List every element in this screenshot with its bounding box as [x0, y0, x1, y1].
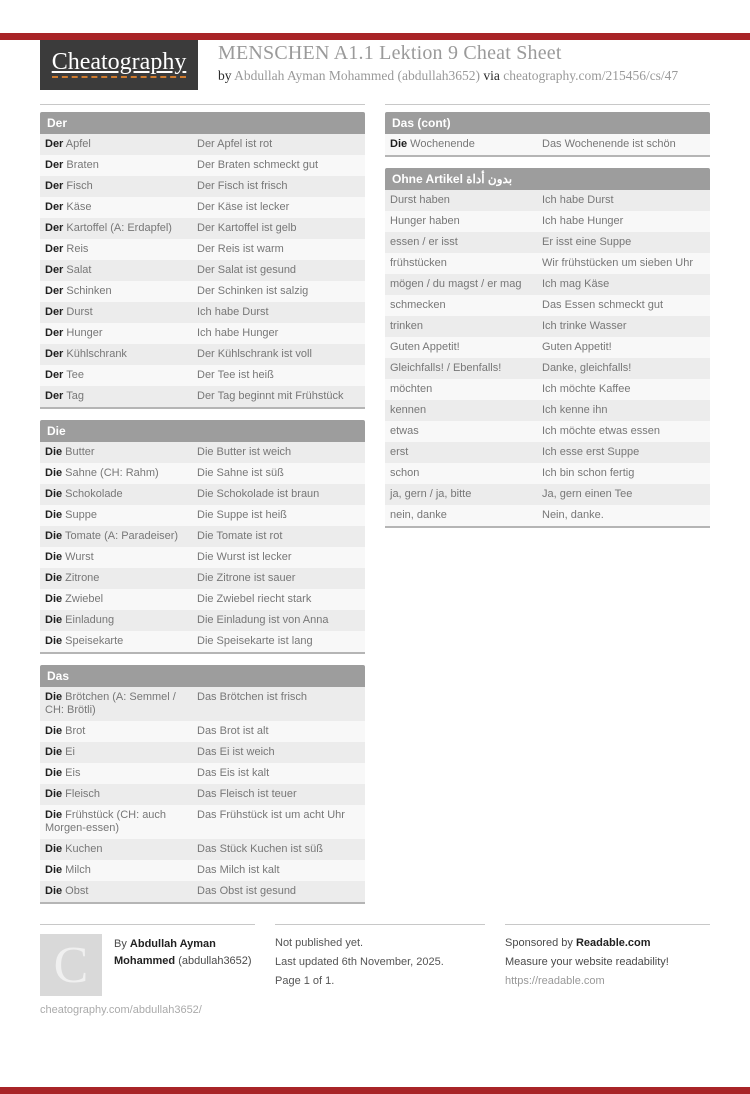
term-cell: Der Salat	[45, 264, 92, 276]
table-row	[40, 526, 365, 547]
article-bold: Die	[45, 767, 63, 779]
definition-cell: Das Essen schmeckt gut	[542, 299, 664, 311]
table-row	[385, 358, 710, 379]
article-bold: Die	[45, 691, 63, 703]
last-updated: Last updated 6th November, 2025.	[275, 956, 444, 968]
table-row	[40, 860, 365, 881]
table-row	[385, 295, 710, 316]
term-cell: Die Wurst	[45, 551, 94, 563]
definition-cell: Der Käse ist lecker	[197, 201, 290, 213]
table-row	[385, 379, 710, 400]
definition-cell: Die Einladung ist von Anna	[197, 614, 329, 626]
table-row	[385, 400, 710, 421]
definition-cell: Das Wochenende ist schön	[542, 138, 676, 150]
definition-cell: Das Frühstück ist um acht Uhr	[197, 809, 345, 821]
table-row	[40, 323, 365, 344]
definition-cell: Die Speisekarte ist lang	[197, 635, 313, 647]
footer-by-label: By	[114, 938, 127, 950]
article-bold: Die	[45, 446, 63, 458]
cheatsheet-body	[0, 104, 750, 915]
footer-author-byline	[114, 934, 255, 996]
definition-cell: Das Obst ist gesund	[197, 885, 297, 897]
article-bold: Der	[45, 390, 64, 402]
table-das	[40, 665, 365, 904]
byline-by-label: by	[218, 68, 232, 83]
article-bold: Die	[45, 551, 63, 563]
definition-cell: Der Braten schmeckt gut	[197, 159, 319, 171]
term-cell: Die Kuchen	[45, 843, 103, 855]
article-bold: Der	[45, 138, 64, 150]
right-column	[385, 104, 710, 915]
definition-cell: Der Salat ist gesund	[197, 264, 297, 276]
term-cell: mögen / du magst / er mag	[390, 278, 522, 290]
sponsor-tagline: Measure your website readability!	[505, 956, 669, 968]
top-brand-bar	[0, 33, 750, 40]
table-row	[385, 442, 710, 463]
definition-cell: Das Stück Kuchen ist süß	[197, 843, 323, 855]
term-cell: nein, danke	[390, 509, 447, 521]
definition-cell: Ich habe Durst	[197, 306, 269, 318]
footer-author-handle: (abdullah3652)	[178, 955, 252, 967]
table-row	[40, 881, 365, 902]
term-cell: etwas	[390, 425, 419, 437]
term-cell: Der Fisch	[45, 180, 93, 192]
article-bold: Die	[45, 746, 63, 758]
table-row	[40, 839, 365, 860]
page-header	[40, 33, 750, 90]
article-bold: Die	[45, 467, 63, 479]
table-title-der: Der	[40, 112, 365, 134]
table-row	[40, 442, 365, 463]
page-title: MENSCHEN A1.1 Lektion 9 Cheat Sheet	[218, 42, 562, 64]
table-row	[40, 784, 365, 805]
table-row	[385, 484, 710, 505]
table-row	[40, 281, 365, 302]
cheatography-logo[interactable]	[40, 33, 198, 90]
left-column	[40, 104, 365, 915]
term-cell: Die Wochenende	[390, 138, 475, 150]
article-bold: Die	[45, 788, 63, 800]
table-row	[40, 365, 365, 386]
byline	[218, 68, 750, 84]
table-row	[40, 568, 365, 589]
article-bold: Der	[45, 285, 64, 297]
article-bold: Der	[45, 243, 64, 255]
footer-sponsor-section	[505, 924, 710, 1016]
term-cell: Der Hunger	[45, 327, 103, 339]
term-cell: Die Frühstück (CH: auch Morgen-essen)	[45, 809, 167, 834]
definition-cell: Ich möchte etwas essen	[542, 425, 661, 437]
term-cell: Der Schinken	[45, 285, 112, 297]
table-title-das-cont: Das (cont)	[385, 112, 710, 134]
definition-cell: Der Apfel ist rot	[197, 138, 273, 150]
term-cell: erst	[390, 446, 409, 458]
table-row	[40, 805, 365, 839]
table-row	[385, 505, 710, 526]
term-cell: trinken	[390, 320, 424, 332]
table-row	[40, 155, 365, 176]
term-cell: Die Butter	[45, 446, 95, 458]
article-bold: Die	[45, 530, 63, 542]
definition-cell: Das Ei ist weich	[197, 746, 275, 758]
table-row	[40, 176, 365, 197]
table-row	[385, 253, 710, 274]
footer-author-section	[40, 924, 255, 1016]
byline-via-label: via	[483, 68, 500, 83]
table-row	[40, 134, 365, 155]
article-bold: Die	[45, 488, 63, 500]
article-bold: Die	[45, 614, 63, 626]
article-bold: Die	[45, 509, 63, 521]
definition-cell: Ich habe Hunger	[197, 327, 279, 339]
term-cell: kennen	[390, 404, 427, 416]
term-cell: Gleichfalls! / Ebenfalls!	[390, 362, 502, 374]
table-row	[40, 589, 365, 610]
definition-cell: Das Eis ist kalt	[197, 767, 270, 779]
term-cell: Guten Appetit!	[390, 341, 460, 353]
term-cell: Der Kartoffel (A: Erdapfel)	[45, 222, 172, 234]
definition-cell: Der Reis ist warm	[197, 243, 284, 255]
term-cell: möchten	[390, 383, 433, 395]
bottom-brand-bar	[0, 1087, 750, 1094]
term-cell: Die Obst	[45, 885, 89, 897]
table-row	[40, 302, 365, 323]
term-cell: Die Brötchen (A: Semmel / CH: Brötli)	[45, 691, 176, 716]
table-row	[385, 337, 710, 358]
term-cell: Die Zitrone	[45, 572, 100, 584]
sponsor-url-link[interactable]: https://readable.com	[505, 975, 605, 987]
sheet-url-link[interactable]: cheatography.com/215456/cs/47	[503, 68, 679, 83]
definition-cell: Die Wurst ist lecker	[197, 551, 292, 563]
cheatography-c-logo[interactable]: C	[40, 934, 102, 996]
table-das-cont	[385, 112, 710, 157]
table-row	[40, 505, 365, 526]
article-bold: Die	[45, 593, 63, 605]
definition-cell: Wir frühstücken um sieben Uhr	[542, 257, 693, 269]
definition-cell: Guten Appetit!	[542, 341, 612, 353]
term-cell: Hunger haben	[390, 215, 460, 227]
term-cell: essen / er isst	[390, 236, 458, 248]
article-bold: Die	[45, 635, 63, 647]
term-cell: Die Eis	[45, 767, 81, 779]
title-block	[218, 33, 750, 90]
term-cell: Die Schokolade	[45, 488, 123, 500]
table-row	[385, 463, 710, 484]
definition-cell: Er isst eine Suppe	[542, 236, 632, 248]
table-row	[40, 239, 365, 260]
sponsor-line	[505, 934, 710, 953]
definition-cell: Danke, gleichfalls!	[542, 362, 632, 374]
table-row	[40, 721, 365, 742]
table-row	[385, 316, 710, 337]
term-cell: Der Kühlschrank	[45, 348, 127, 360]
definition-cell: Ich habe Durst	[542, 194, 614, 206]
article-bold: Der	[45, 306, 64, 318]
author-link[interactable]: Abdullah Ayman Mohammed (abdullah3652)	[234, 68, 480, 83]
definition-cell: Die Sahne ist süß	[197, 467, 284, 479]
article-bold: Die	[390, 138, 408, 150]
table-row	[40, 547, 365, 568]
definition-cell: Der Fisch ist frisch	[197, 180, 288, 192]
definition-cell: Der Tag beginnt mit Frühstück	[197, 390, 344, 402]
definition-cell: Die Suppe ist heiß	[197, 509, 287, 521]
definition-cell: Ich esse erst Suppe	[542, 446, 640, 458]
article-bold: Der	[45, 327, 64, 339]
table-ohne-artikel	[385, 168, 710, 528]
table-row	[40, 463, 365, 484]
definition-cell: Ich möchte Kaffee	[542, 383, 631, 395]
definition-cell: Ja, gern einen Tee	[542, 488, 633, 500]
term-cell: Der Reis	[45, 243, 89, 255]
table-row	[40, 763, 365, 784]
term-cell: ja, gern / ja, bitte	[390, 488, 472, 500]
table-row	[40, 610, 365, 631]
term-cell: Die Speisekarte	[45, 635, 124, 647]
definition-cell: Die Tomate ist rot	[197, 530, 283, 542]
article-bold: Die	[45, 864, 63, 876]
article-bold: Die	[45, 885, 63, 897]
table-row	[385, 232, 710, 253]
article-bold: Der	[45, 222, 64, 234]
footer-author-name: Abdullah Ayman Mohammed	[114, 938, 216, 967]
table-row	[40, 742, 365, 763]
term-cell: Die Ei	[45, 746, 75, 758]
definition-cell: Der Schinken ist salzig	[197, 285, 309, 297]
term-cell: Die Tomate (A: Paradeiser)	[45, 530, 179, 542]
definition-cell: Die Zwiebel riecht stark	[197, 593, 312, 605]
definition-cell: Ich trinke Wasser	[542, 320, 627, 332]
definition-cell: Der Kühlschrank ist voll	[197, 348, 312, 360]
term-cell: schon	[390, 467, 420, 479]
definition-cell: Ich bin schon fertig	[542, 467, 635, 479]
table-row	[385, 421, 710, 442]
table-row	[40, 218, 365, 239]
term-cell: Der Käse	[45, 201, 92, 213]
term-cell: Der Apfel	[45, 138, 91, 150]
article-bold: Der	[45, 348, 64, 360]
page-number: Page 1 of 1.	[275, 975, 335, 987]
term-cell: Die Brot	[45, 725, 86, 737]
term-cell: Die Milch	[45, 864, 91, 876]
footer-profile-url[interactable]: cheatography.com/abdullah3652/	[40, 1004, 202, 1016]
table-row	[40, 197, 365, 218]
sponsor-label: Sponsored by	[505, 937, 573, 949]
term-cell: Der Durst	[45, 306, 93, 318]
definition-cell: Ich habe Hunger	[542, 215, 624, 227]
term-cell: Die Zwiebel	[45, 593, 104, 605]
definition-cell: Das Brötchen ist frisch	[197, 691, 308, 703]
definition-cell: Die Schokolade ist braun	[197, 488, 320, 500]
term-cell: schmecken	[390, 299, 446, 311]
article-bold: Der	[45, 264, 64, 276]
table-die	[40, 420, 365, 654]
term-cell: frühstücken	[390, 257, 447, 269]
term-cell: Die Fleisch	[45, 788, 101, 800]
cheatography-logo-text: Cheatography	[52, 50, 187, 78]
term-cell: Der Braten	[45, 159, 99, 171]
table-row	[40, 344, 365, 365]
definition-cell: Das Fleisch ist teuer	[197, 788, 297, 800]
sponsor-name-link[interactable]: Readable.com	[575, 937, 651, 949]
term-cell: Der Tee	[45, 369, 84, 381]
article-bold: Die	[45, 572, 63, 584]
article-bold: Die	[45, 725, 63, 737]
definition-cell: Nein, danke.	[542, 509, 604, 521]
article-bold: Der	[45, 180, 64, 192]
definition-cell: Die Butter ist weich	[197, 446, 292, 458]
article-bold: Die	[45, 809, 63, 821]
table-der	[40, 112, 365, 409]
article-bold: Der	[45, 159, 64, 171]
term-cell: Die Sahne (CH: Rahm)	[45, 467, 159, 479]
table-row	[40, 631, 365, 652]
footer-status-section	[275, 924, 485, 1016]
table-row	[40, 484, 365, 505]
page-footer	[0, 924, 750, 1016]
definition-cell: Die Zitrone ist sauer	[197, 572, 296, 584]
publish-status: Not published yet.	[275, 937, 364, 949]
definition-cell: Der Tee ist heiß	[197, 369, 274, 381]
table-title-ohne-artikel: Ohne Artikel بدون أداة	[385, 168, 710, 190]
definition-cell: Der Kartoffel ist gelb	[197, 222, 297, 234]
article-bold: Die	[45, 843, 63, 855]
term-cell: Die Einladung	[45, 614, 115, 626]
table-row	[385, 134, 710, 155]
table-title-das: Das	[40, 665, 365, 687]
table-row	[385, 190, 710, 211]
term-cell: Die Suppe	[45, 509, 97, 521]
term-cell: Der Tag	[45, 390, 84, 402]
definition-cell: Ich mag Käse	[542, 278, 610, 290]
table-row	[385, 211, 710, 232]
definition-cell: Ich kenne ihn	[542, 404, 608, 416]
table-row	[385, 274, 710, 295]
term-cell: Durst haben	[390, 194, 450, 206]
definition-cell: Das Milch ist kalt	[197, 864, 280, 876]
table-title-die: Die	[40, 420, 365, 442]
table-row	[40, 386, 365, 407]
table-row	[40, 260, 365, 281]
article-bold: Der	[45, 201, 64, 213]
table-row	[40, 687, 365, 721]
article-bold: Der	[45, 369, 64, 381]
definition-cell: Das Brot ist alt	[197, 725, 269, 737]
